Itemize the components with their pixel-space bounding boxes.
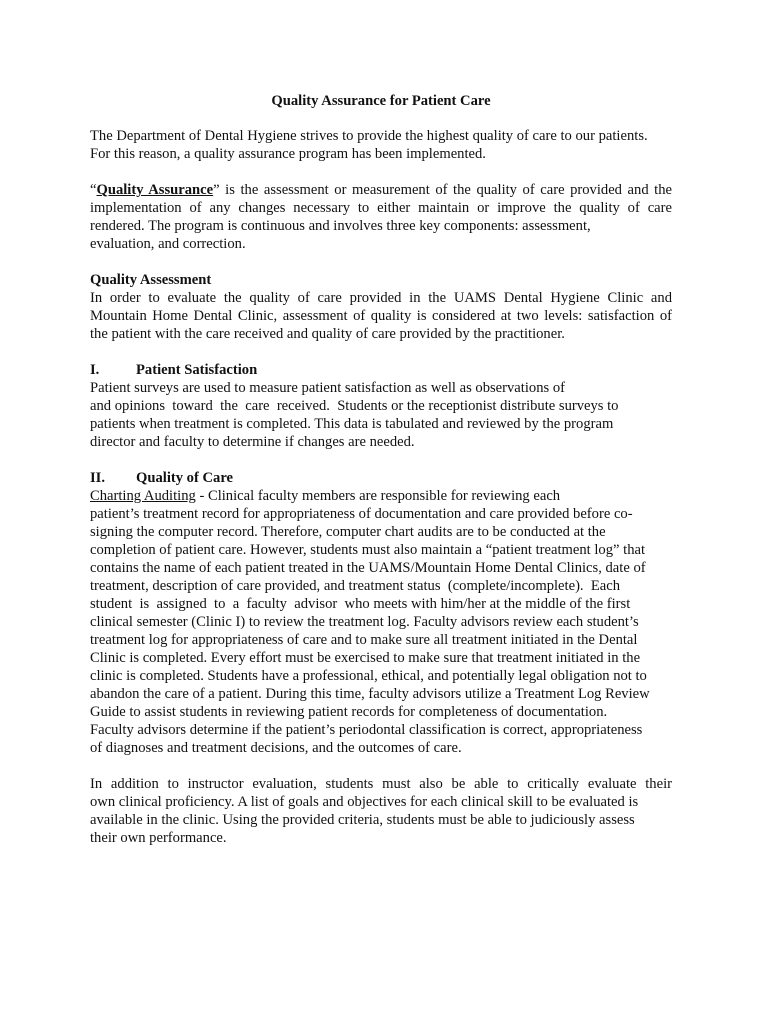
quality-assessment-heading: Quality Assessment	[90, 272, 212, 288]
definition-line-3: rendered. The program is continuous and involves three key components: assessment,	[90, 218, 591, 234]
charting-auditing-rest: - Clinical faculty members are responsible for reviewing each	[195, 488, 561, 504]
quality-assessment-line-3: the patient with the care received and quality of care provided by the practitioner.	[90, 326, 565, 342]
patient-satisfaction-line-2: and opinions toward the care received. Students or the receptionist distribute surveys to	[90, 398, 619, 414]
definition-line-4: evaluation, and correction.	[90, 236, 246, 252]
patient-satisfaction-section	[90, 361, 672, 451]
intro-line-1: The Department of Dental Hygiene strives to provide the highest quality of care to our patients.	[90, 128, 648, 144]
quality-of-care-line-7: clinical semester (Clinic I) to review the treatment log. Faculty advisors review each student’s	[90, 614, 639, 630]
definition-line-1	[90, 181, 672, 199]
patient-satisfaction-line-4: director and faculty to determine if changes are needed.	[90, 434, 415, 450]
quality-of-care-section	[90, 469, 672, 757]
patient-satisfaction-line-1: Patient surveys are used to measure patient satisfaction as well as observations of	[90, 380, 565, 396]
quality-assessment-line-2: Mountain Home Dental Clinic, assessment of quality is considered at two levels: satisfaction of	[90, 308, 672, 324]
quality-assessment-section	[90, 271, 672, 343]
section-number-i: I.	[90, 362, 100, 378]
quality-of-care-line-3: completion of patient care. However, students must also maintain a “patient treatment log” that	[90, 542, 646, 558]
quality-of-care-title: Quality of Care	[136, 470, 234, 486]
quality-of-care-line-1: patient’s treatment record for appropriateness of documentation and care provided before co-	[90, 506, 633, 522]
self-evaluation-paragraph	[90, 775, 672, 847]
charting-auditing-label: Charting Auditing	[90, 488, 196, 504]
definition-line-1-rest: ” is the assessment or measurement of the quality of care provided and the	[213, 182, 673, 198]
patient-satisfaction-heading	[90, 361, 672, 379]
charting-auditing-line	[90, 487, 672, 505]
quality-of-care-line-11: abandon the care of a patient. During this time, faculty advisors utilize a Treatment Log Review	[90, 686, 650, 702]
quality-of-care-line-5: treatment, description of care provided, and treatment status (complete/incomplete). Each	[90, 578, 621, 594]
quality-assessment-line-1: In order to evaluate the quality of care provided in the UAMS Dental Hygiene Clinic and	[90, 290, 672, 306]
quality-of-care-line-8: treatment log for appropriateness of care and to make sure all treatment initiated in the Dental	[90, 632, 638, 648]
self-evaluation-line-3: available in the clinic. Using the provided criteria, students must be able to judiciously assess	[90, 812, 635, 828]
quality-of-care-heading	[90, 469, 672, 487]
quality-of-care-line-6: student is assigned to a faculty advisor who meets with him/her at the middle of the first	[90, 596, 631, 612]
quality-of-care-line-2: signing the computer record. Therefore, computer chart audits are to be conducted at the	[90, 524, 606, 540]
patient-satisfaction-line-3: patients when treatment is completed. This data is tabulated and reviewed by the program	[90, 416, 614, 432]
quality-of-care-line-9: Clinic is completed. Every effort must be exercised to make sure that treatment initiated in the	[90, 650, 641, 666]
quality-of-care-line-10: clinic is completed. Students have a professional, ethical, and potentially legal obligation not to	[90, 668, 647, 684]
self-evaluation-line-2: own clinical proficiency. A list of goals and objectives for each clinical skill to be evaluated is	[90, 794, 639, 810]
quality-of-care-line-4: contains the name of each patient treated in the UAMS/Mountain Home Dental Clinics, date of	[90, 560, 646, 576]
document-title: Quality Assurance for Patient Care	[271, 93, 491, 109]
self-evaluation-line-1: In addition to instructor evaluation, students must also be able to critically evaluate their	[90, 776, 672, 792]
quality-of-care-line-14: of diagnoses and treatment decisions, and the outcomes of care.	[90, 740, 462, 756]
definition-paragraph	[90, 181, 672, 253]
definition-line-2: implementation of any changes necessary to either maintain or improve the quality of care	[90, 200, 672, 216]
self-evaluation-line-4: their own performance.	[90, 830, 227, 846]
patient-satisfaction-title: Patient Satisfaction	[136, 362, 258, 378]
quality-assurance-term: Quality Assurance	[96, 182, 214, 198]
section-number-ii: II.	[90, 470, 106, 486]
quality-of-care-line-12: Guide to assist students in reviewing patient records for completeness of documentation.	[90, 704, 608, 720]
document-page	[90, 92, 672, 865]
intro-paragraph	[90, 127, 672, 163]
intro-line-2: For this reason, a quality assurance program has been implemented.	[90, 146, 486, 162]
open-quote: “	[90, 182, 97, 198]
quality-of-care-line-13: Faculty advisors determine if the patient’s periodontal classification is correct, appropriateness	[90, 722, 643, 738]
